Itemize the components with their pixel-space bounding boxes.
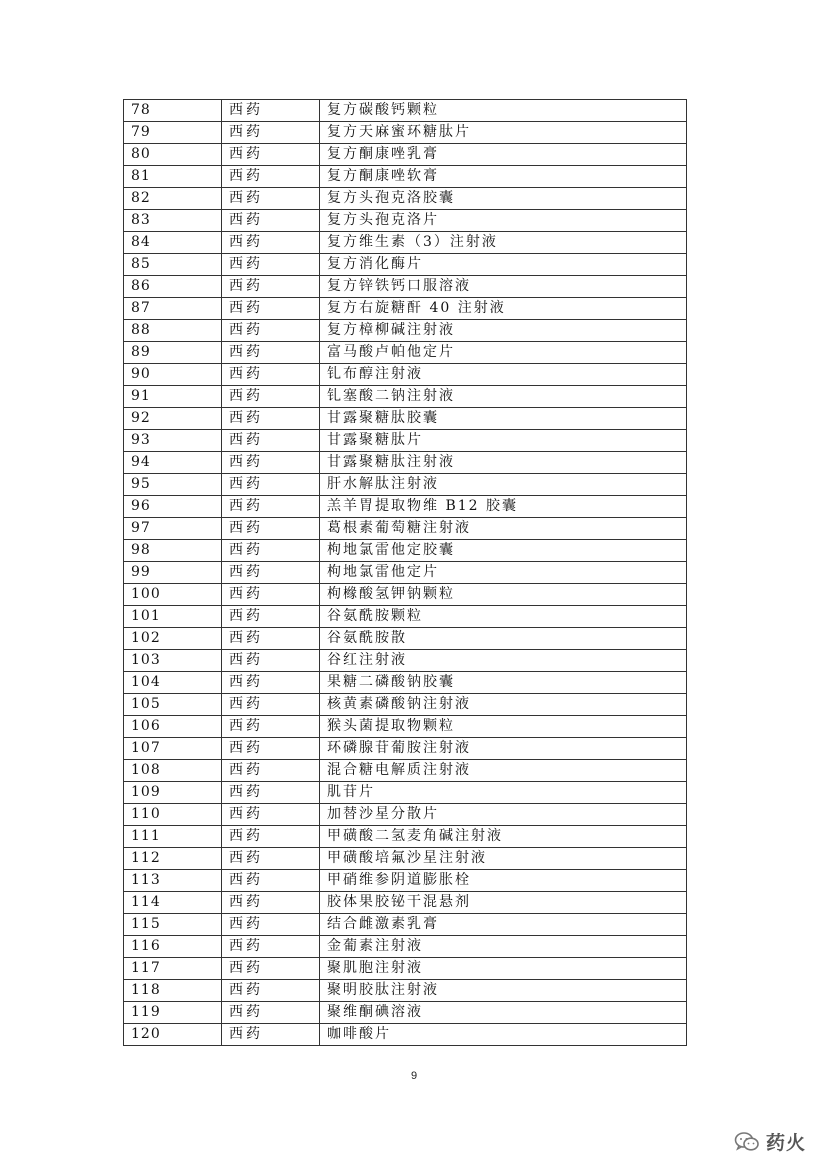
table-row (124, 870, 687, 892)
row-number: 115 (124, 914, 222, 936)
row-category: 西药 (222, 584, 320, 606)
row-drug-name: 甲磺酸二氢麦角碱注射液 (320, 826, 687, 848)
row-number: 101 (124, 606, 222, 628)
row-number: 117 (124, 958, 222, 980)
table-row (124, 936, 687, 958)
row-category: 西药 (222, 408, 320, 430)
row-number: 90 (124, 364, 222, 386)
row-number: 84 (124, 232, 222, 254)
table-row (124, 320, 687, 342)
row-number: 109 (124, 782, 222, 804)
table-row (124, 430, 687, 452)
row-category: 西药 (222, 474, 320, 496)
row-category: 西药 (222, 936, 320, 958)
table-row (124, 144, 687, 166)
row-drug-name: 聚肌胞注射液 (320, 958, 687, 980)
row-drug-name: 谷红注射液 (320, 650, 687, 672)
row-category: 西药 (222, 364, 320, 386)
row-drug-name: 混合糖电解质注射液 (320, 760, 687, 782)
row-number: 119 (124, 1002, 222, 1024)
row-drug-name: 复方头孢克洛片 (320, 210, 687, 232)
row-category: 西药 (222, 276, 320, 298)
row-category: 西药 (222, 430, 320, 452)
row-number: 102 (124, 628, 222, 650)
row-category: 西药 (222, 958, 320, 980)
row-category: 西药 (222, 496, 320, 518)
table-row (124, 694, 687, 716)
row-number: 81 (124, 166, 222, 188)
row-number: 80 (124, 144, 222, 166)
table-row (124, 100, 687, 122)
row-category: 西药 (222, 122, 320, 144)
row-number: 92 (124, 408, 222, 430)
row-category: 西药 (222, 320, 320, 342)
row-drug-name: 猴头菌提取物颗粒 (320, 716, 687, 738)
table-row (124, 672, 687, 694)
row-drug-name: 环磷腺苷葡胺注射液 (320, 738, 687, 760)
row-category: 西药 (222, 166, 320, 188)
row-drug-name: 甲磺酸培氟沙星注射液 (320, 848, 687, 870)
row-drug-name: 复方锌铁钙口服溶液 (320, 276, 687, 298)
table-row (124, 298, 687, 320)
row-drug-name: 肌苷片 (320, 782, 687, 804)
row-number: 100 (124, 584, 222, 606)
row-drug-name: 复方酮康唑乳膏 (320, 144, 687, 166)
row-drug-name: 谷氨酰胺散 (320, 628, 687, 650)
row-drug-name: 果糖二磷酸钠胶囊 (320, 672, 687, 694)
table-row (124, 342, 687, 364)
row-number: 83 (124, 210, 222, 232)
table-row (124, 452, 687, 474)
table-row (124, 958, 687, 980)
row-drug-name: 结合雌激素乳膏 (320, 914, 687, 936)
row-drug-name: 复方碳酸钙颗粒 (320, 100, 687, 122)
row-category: 西药 (222, 342, 320, 364)
drug-list-body (124, 100, 687, 1046)
table-row (124, 760, 687, 782)
row-number: 99 (124, 562, 222, 584)
row-number: 114 (124, 892, 222, 914)
table-row (124, 474, 687, 496)
row-number: 110 (124, 804, 222, 826)
row-drug-name: 加替沙星分散片 (320, 804, 687, 826)
table-row (124, 914, 687, 936)
row-category: 西药 (222, 518, 320, 540)
row-category: 西药 (222, 386, 320, 408)
row-drug-name: 羔羊胃提取物维 B12 胶囊 (320, 496, 687, 518)
row-drug-name: 枸地氯雷他定片 (320, 562, 687, 584)
table-row (124, 166, 687, 188)
row-category: 西药 (222, 738, 320, 760)
table-row (124, 892, 687, 914)
row-number: 111 (124, 826, 222, 848)
row-number: 105 (124, 694, 222, 716)
row-drug-name: 甘露聚糖肽胶囊 (320, 408, 687, 430)
row-number: 88 (124, 320, 222, 342)
table-row (124, 408, 687, 430)
row-drug-name: 谷氨酰胺颗粒 (320, 606, 687, 628)
row-drug-name: 甘露聚糖肽注射液 (320, 452, 687, 474)
row-category: 西药 (222, 870, 320, 892)
row-category: 西药 (222, 848, 320, 870)
table-row (124, 386, 687, 408)
row-category: 西药 (222, 540, 320, 562)
row-category: 西药 (222, 606, 320, 628)
watermark (734, 1128, 806, 1155)
table-row (124, 980, 687, 1002)
row-drug-name: 复方樟柳碱注射液 (320, 320, 687, 342)
row-category: 西药 (222, 188, 320, 210)
row-drug-name: 钆布醇注射液 (320, 364, 687, 386)
row-number: 103 (124, 650, 222, 672)
row-number: 87 (124, 298, 222, 320)
row-drug-name: 聚明胶肽注射液 (320, 980, 687, 1002)
row-number: 95 (124, 474, 222, 496)
row-drug-name: 复方消化酶片 (320, 254, 687, 276)
row-drug-name: 葛根素葡萄糖注射液 (320, 518, 687, 540)
row-number: 93 (124, 430, 222, 452)
row-category: 西药 (222, 452, 320, 474)
row-category: 西药 (222, 782, 320, 804)
table-row (124, 122, 687, 144)
table-row (124, 1002, 687, 1024)
row-drug-name: 复方右旋糖酐 40 注射液 (320, 298, 687, 320)
page-number: 9 (410, 1070, 418, 1082)
row-drug-name: 复方维生素（3）注射液 (320, 232, 687, 254)
row-number: 79 (124, 122, 222, 144)
row-number: 89 (124, 342, 222, 364)
row-number: 98 (124, 540, 222, 562)
table-row (124, 826, 687, 848)
row-drug-name: 甘露聚糖肽片 (320, 430, 687, 452)
row-drug-name: 金葡素注射液 (320, 936, 687, 958)
row-category: 西药 (222, 804, 320, 826)
row-category: 西药 (222, 694, 320, 716)
table-row (124, 584, 687, 606)
row-number: 104 (124, 672, 222, 694)
row-drug-name: 核黄素磷酸钠注射液 (320, 694, 687, 716)
row-number: 118 (124, 980, 222, 1002)
row-category: 西药 (222, 760, 320, 782)
row-number: 85 (124, 254, 222, 276)
table-row (124, 232, 687, 254)
table-row (124, 1024, 687, 1046)
row-drug-name: 复方酮康唑软膏 (320, 166, 687, 188)
table-row (124, 804, 687, 826)
row-drug-name: 枸橼酸氢钾钠颗粒 (320, 584, 687, 606)
table-row (124, 738, 687, 760)
row-drug-name: 富马酸卢帕他定片 (320, 342, 687, 364)
watermark-text: 药火 (765, 1132, 806, 1154)
row-category: 西药 (222, 100, 320, 122)
row-category: 西药 (222, 1002, 320, 1024)
row-category: 西药 (222, 826, 320, 848)
table-row (124, 188, 687, 210)
table-row (124, 518, 687, 540)
table-row (124, 848, 687, 870)
row-category: 西药 (222, 1024, 320, 1046)
row-category: 西药 (222, 716, 320, 738)
table-row (124, 782, 687, 804)
row-number: 82 (124, 188, 222, 210)
wechat-icon (734, 1131, 760, 1153)
row-category: 西药 (222, 628, 320, 650)
row-number: 96 (124, 496, 222, 518)
row-number: 120 (124, 1024, 222, 1046)
row-drug-name: 复方天麻蜜环糖肽片 (320, 122, 687, 144)
table-row (124, 628, 687, 650)
row-number: 108 (124, 760, 222, 782)
row-drug-name: 胶体果胶铋干混悬剂 (320, 892, 687, 914)
row-drug-name: 枸地氯雷他定胶囊 (320, 540, 687, 562)
row-category: 西药 (222, 672, 320, 694)
row-drug-name: 甲硝维参阴道膨胀栓 (320, 870, 687, 892)
table-row (124, 540, 687, 562)
table-row (124, 496, 687, 518)
table-row (124, 650, 687, 672)
row-number: 94 (124, 452, 222, 474)
row-drug-name: 复方头孢克洛胶囊 (320, 188, 687, 210)
row-number: 107 (124, 738, 222, 760)
table-row (124, 364, 687, 386)
table-row (124, 606, 687, 628)
row-number: 112 (124, 848, 222, 870)
table-row (124, 210, 687, 232)
row-number: 91 (124, 386, 222, 408)
row-category: 西药 (222, 892, 320, 914)
table-row (124, 716, 687, 738)
row-drug-name: 肝水解肽注射液 (320, 474, 687, 496)
table-row (124, 254, 687, 276)
row-category: 西药 (222, 980, 320, 1002)
row-drug-name: 钆塞酸二钠注射液 (320, 386, 687, 408)
row-number: 113 (124, 870, 222, 892)
row-category: 西药 (222, 210, 320, 232)
row-number: 106 (124, 716, 222, 738)
row-category: 西药 (222, 562, 320, 584)
row-number: 86 (124, 276, 222, 298)
row-drug-name: 聚维酮碘溶液 (320, 1002, 687, 1024)
row-number: 78 (124, 100, 222, 122)
row-category: 西药 (222, 232, 320, 254)
row-category: 西药 (222, 914, 320, 936)
row-number: 97 (124, 518, 222, 540)
drug-list-table (123, 99, 687, 1046)
row-category: 西药 (222, 650, 320, 672)
row-category: 西药 (222, 298, 320, 320)
row-category: 西药 (222, 144, 320, 166)
row-category: 西药 (222, 254, 320, 276)
row-number: 116 (124, 936, 222, 958)
table-row (124, 276, 687, 298)
table-row (124, 562, 687, 584)
row-drug-name: 咖啡酸片 (320, 1024, 687, 1046)
